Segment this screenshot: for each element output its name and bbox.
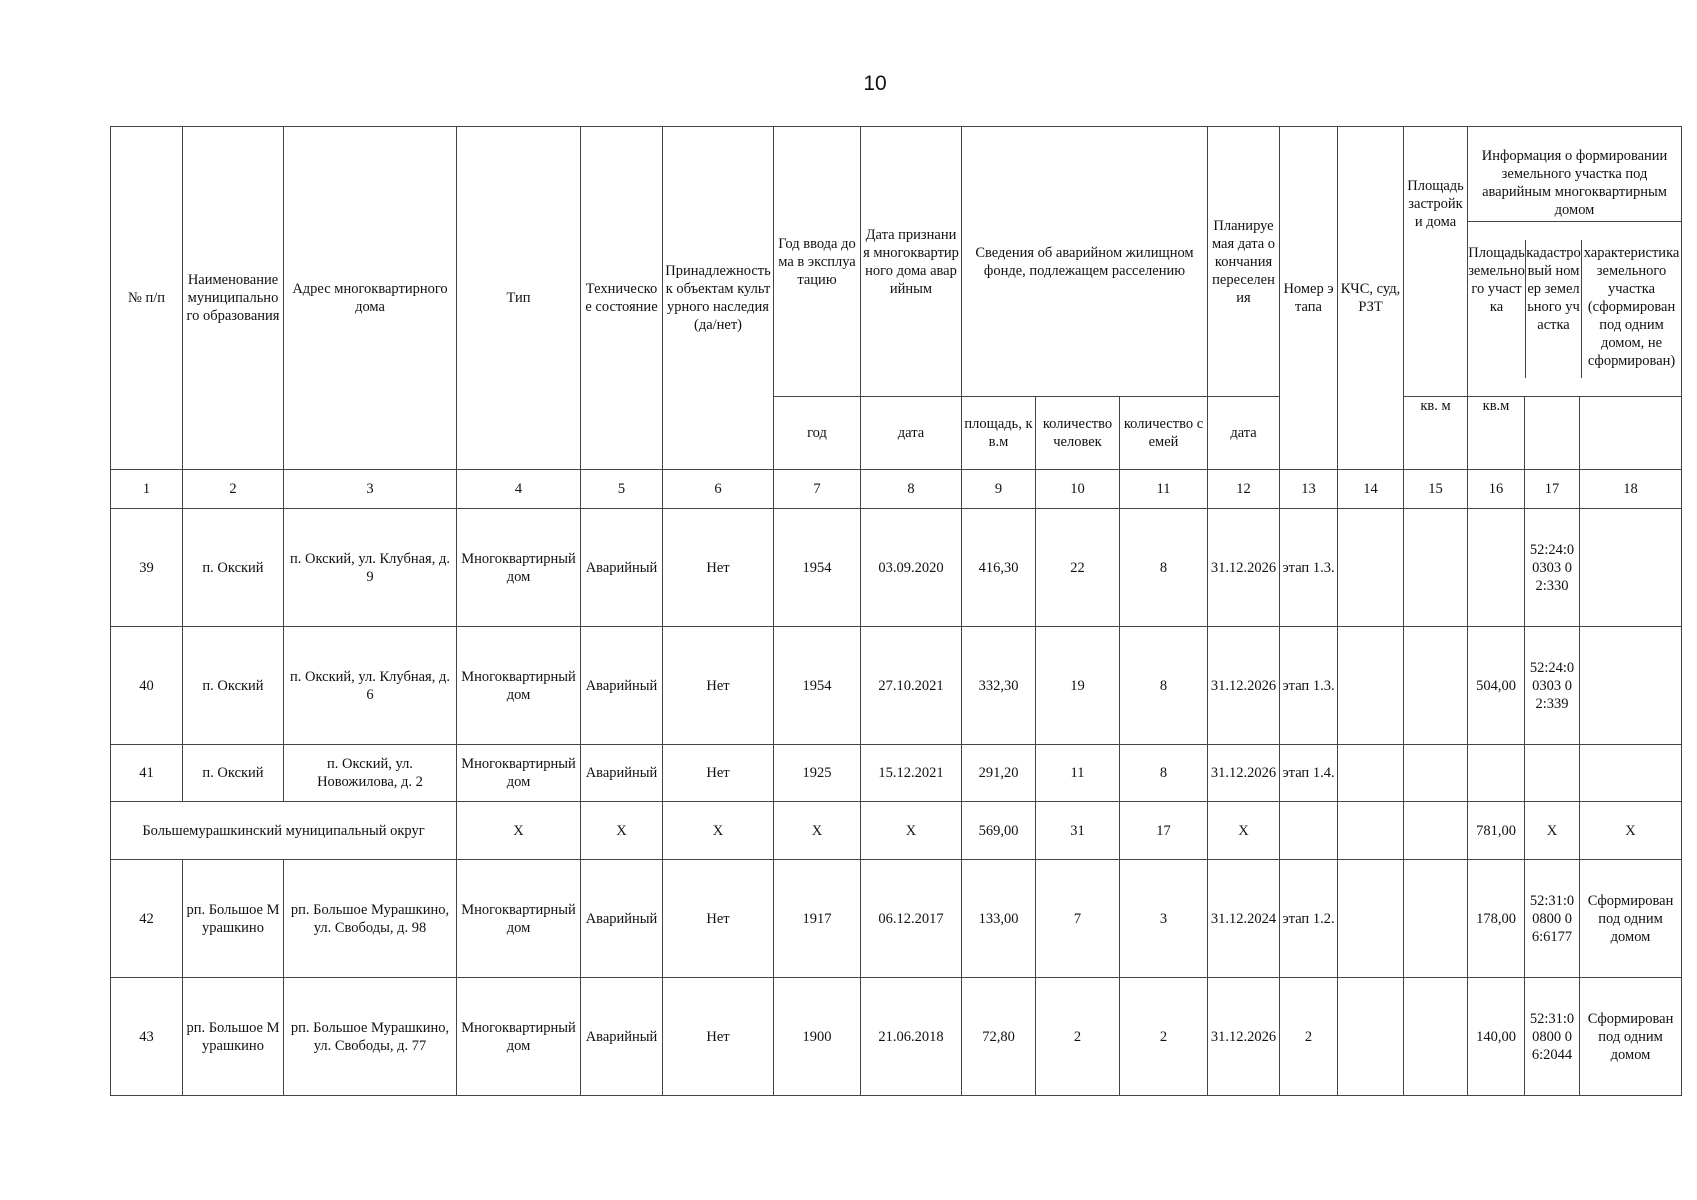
column-number: 14 xyxy=(1338,470,1404,509)
column-number-row xyxy=(111,470,1682,509)
header-heritage: Принадлежность к объектам культурного наследия (да/нет) xyxy=(663,127,774,470)
header-number: № п/п xyxy=(111,127,183,470)
cell-date: 15.12.2021 xyxy=(861,745,962,802)
page-number: 10 xyxy=(863,72,887,95)
summary-land-char: X xyxy=(1580,802,1682,860)
summary-people: 31 xyxy=(1036,802,1120,860)
cell-people: 2 xyxy=(1036,978,1120,1096)
cell-land-area: 140,00 xyxy=(1468,978,1525,1096)
column-number: 11 xyxy=(1120,470,1208,509)
cell-address: рп. Большое Мурашкино, ул. Свободы, д. 98 xyxy=(284,860,457,978)
summary-date: X xyxy=(861,802,962,860)
cell-condition: Аварийный xyxy=(581,978,663,1096)
cell-condition: Аварийный xyxy=(581,745,663,802)
unit-year: год xyxy=(774,397,861,470)
column-number: 13 xyxy=(1280,470,1338,509)
unit-end-date: дата xyxy=(1208,397,1280,470)
header-land-char: характеристика земельного участка (сформирован под одним домом, не сформирован) xyxy=(1583,245,1680,369)
cell-families: 8 xyxy=(1120,509,1208,627)
unit-date: дата xyxy=(861,397,962,470)
cell-cadastral xyxy=(1525,745,1580,802)
cell-area: 72,80 xyxy=(962,978,1036,1096)
header-end-date: Планируемая дата окончания переселения xyxy=(1208,127,1280,397)
cell-land-char: Сформирован под одним домом xyxy=(1580,978,1682,1096)
header-stage: Номер этапа xyxy=(1280,127,1338,470)
cell-no: 41 xyxy=(111,745,183,802)
unit-land-area: кв.м xyxy=(1468,397,1525,470)
cell-people: 19 xyxy=(1036,627,1120,745)
cell-kchs xyxy=(1338,860,1404,978)
summary-label: Большемурашкинский муниципальный округ xyxy=(111,802,457,860)
cell-address: рп. Большое Мурашкино, ул. Свободы, д. 77 xyxy=(284,978,457,1096)
cell-built-area xyxy=(1404,627,1468,745)
column-number: 5 xyxy=(581,470,663,509)
header-condition: Техническое состояние xyxy=(581,127,663,470)
column-number: 18 xyxy=(1580,470,1682,509)
cell-cadastral: 52:24:00303 02:339 xyxy=(1525,627,1580,745)
header-type: Тип xyxy=(457,127,581,470)
column-number: 16 xyxy=(1468,470,1525,509)
cell-end-date: 31.12.2024 xyxy=(1208,860,1280,978)
cell-type: Многоквартирный дом xyxy=(457,860,581,978)
column-number: 8 xyxy=(861,470,962,509)
summary-area: 569,00 xyxy=(962,802,1036,860)
cell-land-area: 178,00 xyxy=(1468,860,1525,978)
column-number: 17 xyxy=(1525,470,1580,509)
table-row xyxy=(111,978,1682,1096)
cell-land-area xyxy=(1468,509,1525,627)
cell-municipality: п. Окский xyxy=(183,509,284,627)
cell-families: 2 xyxy=(1120,978,1208,1096)
summary-kchs xyxy=(1338,802,1404,860)
cell-families: 8 xyxy=(1120,745,1208,802)
cell-people: 11 xyxy=(1036,745,1120,802)
cell-municipality: рп. Большое Мурашкино xyxy=(183,860,284,978)
cell-year: 1925 xyxy=(774,745,861,802)
cell-kchs xyxy=(1338,978,1404,1096)
cell-land-char xyxy=(1580,627,1682,745)
header-address: Адрес многоквартирного дома xyxy=(284,127,457,470)
column-number: 6 xyxy=(663,470,774,509)
cell-end-date: 31.12.2026 xyxy=(1208,627,1280,745)
cell-cadastral: 52:31:00800 06:6177 xyxy=(1525,860,1580,978)
cell-date: 03.09.2020 xyxy=(861,509,962,627)
cell-municipality: рп. Большое Мурашкино xyxy=(183,978,284,1096)
cell-cadastral: 52:31:00800 06:2044 xyxy=(1525,978,1580,1096)
cell-kchs xyxy=(1338,627,1404,745)
column-number: 4 xyxy=(457,470,581,509)
cell-land-char xyxy=(1580,745,1682,802)
summary-row xyxy=(111,802,1682,860)
unit-area: площадь, кв.м xyxy=(962,397,1036,470)
cell-year: 1954 xyxy=(774,627,861,745)
column-number: 3 xyxy=(284,470,457,509)
column-number: 7 xyxy=(774,470,861,509)
column-number: 12 xyxy=(1208,470,1280,509)
cell-stage: 2 xyxy=(1280,978,1338,1096)
cell-built-area xyxy=(1404,509,1468,627)
cell-built-area xyxy=(1404,860,1468,978)
summary-land-area: 781,00 xyxy=(1468,802,1525,860)
cell-type: Многоквартирный дом xyxy=(457,745,581,802)
header-built-area: Площадь застройки дома xyxy=(1404,127,1468,397)
summary-heritage: X xyxy=(663,802,774,860)
unit-families: количество семей xyxy=(1120,397,1208,470)
cell-end-date: 31.12.2026 xyxy=(1208,745,1280,802)
cell-area: 416,30 xyxy=(962,509,1036,627)
cell-kchs xyxy=(1338,509,1404,627)
cell-stage: этап 1.2. xyxy=(1280,860,1338,978)
emergency-housing-table xyxy=(110,126,1682,1096)
cell-people: 7 xyxy=(1036,860,1120,978)
cell-area: 133,00 xyxy=(962,860,1036,978)
table-row xyxy=(111,745,1682,802)
cell-kchs xyxy=(1338,745,1404,802)
summary-cadastral: X xyxy=(1525,802,1580,860)
column-number: 1 xyxy=(111,470,183,509)
cell-no: 43 xyxy=(111,978,183,1096)
cell-people: 22 xyxy=(1036,509,1120,627)
cell-date: 27.10.2021 xyxy=(861,627,962,745)
cell-address: п. Окский, ул. Клубная, д. 6 xyxy=(284,627,457,745)
header-land-area: Площадь земельного участка xyxy=(1468,240,1526,378)
table-row xyxy=(111,860,1682,978)
cell-built-area xyxy=(1404,745,1468,802)
cell-heritage: Нет xyxy=(663,745,774,802)
cell-type: Многоквартирный дом xyxy=(457,627,581,745)
cell-land-area xyxy=(1468,745,1525,802)
table-row xyxy=(111,509,1682,627)
cell-land-char: Сформирован под одним домом xyxy=(1580,860,1682,978)
header-housing-info: Сведения об аварийном жилищном фонде, подлежащем расселению xyxy=(962,127,1208,397)
cell-families: 3 xyxy=(1120,860,1208,978)
cell-end-date: 31.12.2026 xyxy=(1208,509,1280,627)
cell-date: 21.06.2018 xyxy=(861,978,962,1096)
header-row-top xyxy=(111,127,1682,397)
cell-year: 1900 xyxy=(774,978,861,1096)
unit-built-area: кв. м xyxy=(1404,397,1468,470)
summary-families: 17 xyxy=(1120,802,1208,860)
cell-no: 40 xyxy=(111,627,183,745)
cell-built-area xyxy=(1404,978,1468,1096)
summary-year: X xyxy=(774,802,861,860)
cell-cadastral: 52:24:00303 02:330 xyxy=(1525,509,1580,627)
cell-year: 1917 xyxy=(774,860,861,978)
cell-type: Многоквартирный дом xyxy=(457,978,581,1096)
cell-municipality: п. Окский xyxy=(183,745,284,802)
cell-area: 291,20 xyxy=(962,745,1036,802)
column-number: 15 xyxy=(1404,470,1468,509)
summary-type: X xyxy=(457,802,581,860)
cell-area: 332,30 xyxy=(962,627,1036,745)
summary-stage xyxy=(1280,802,1338,860)
cell-heritage: Нет xyxy=(663,860,774,978)
cell-land-area: 504,00 xyxy=(1468,627,1525,745)
column-number: 10 xyxy=(1036,470,1120,509)
cell-stage: этап 1.4. xyxy=(1280,745,1338,802)
cell-families: 8 xyxy=(1120,627,1208,745)
cell-year: 1954 xyxy=(774,509,861,627)
header-kchs: КЧС, суд, РЗТ xyxy=(1338,127,1404,470)
header-municipality: Наименование муниципального образования xyxy=(183,127,284,470)
header-land-info: Информация о формировании земельного участка под аварийным многоквартирным домом xyxy=(1468,145,1681,222)
cell-condition: Аварийный xyxy=(581,860,663,978)
cell-type: Многоквартирный дом xyxy=(457,509,581,627)
summary-built-area xyxy=(1404,802,1468,860)
cell-stage: этап 1.3. xyxy=(1280,509,1338,627)
header-year: Год ввода дома в эксплуатацию xyxy=(774,127,861,397)
cell-date: 06.12.2017 xyxy=(861,860,962,978)
cell-stage: этап 1.3. xyxy=(1280,627,1338,745)
cell-no: 42 xyxy=(111,860,183,978)
header-date: Дата признания многоквартирного дома аварийным xyxy=(861,127,962,397)
column-number: 9 xyxy=(962,470,1036,509)
summary-condition: X xyxy=(581,802,663,860)
header-cadastral: кадастровый номер земельного участка xyxy=(1526,240,1582,378)
cell-condition: Аварийный xyxy=(581,627,663,745)
cell-municipality: п. Окский xyxy=(183,627,284,745)
cell-heritage: Нет xyxy=(663,627,774,745)
cell-end-date: 31.12.2026 xyxy=(1208,978,1280,1096)
cell-address: п. Окский, ул. Клубная, д. 9 xyxy=(284,509,457,627)
cell-land-char xyxy=(1580,509,1682,627)
cell-no: 39 xyxy=(111,509,183,627)
table-row xyxy=(111,627,1682,745)
cell-condition: Аварийный xyxy=(581,509,663,627)
cell-heritage: Нет xyxy=(663,509,774,627)
summary-end-date: X xyxy=(1208,802,1280,860)
cell-address: п. Окский, ул. Новожилова, д. 2 xyxy=(284,745,457,802)
cell-heritage: Нет xyxy=(663,978,774,1096)
unit-people: количество человек xyxy=(1036,397,1120,470)
column-number: 2 xyxy=(183,470,284,509)
